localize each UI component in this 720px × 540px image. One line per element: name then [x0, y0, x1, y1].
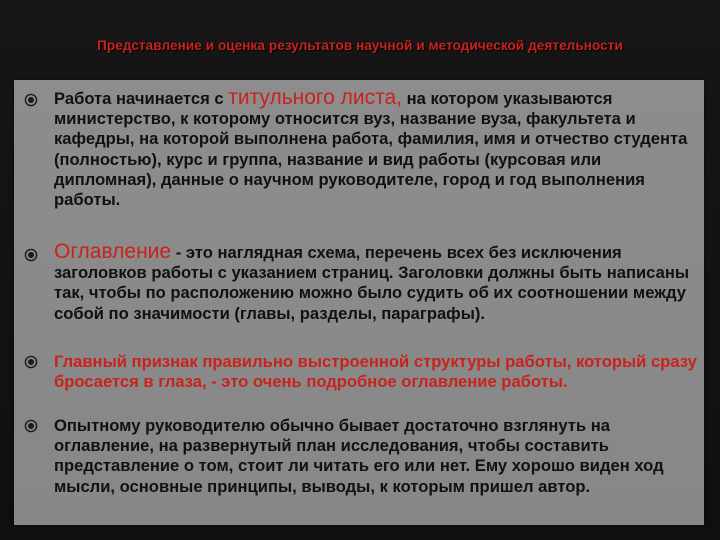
bullet-post: на котором указываются министерство, к которому относится вуз, название вуза, факультета и кафедры, на которой выполнена работа, фамилия, имя и отчество студента (полностью), курс и группа, название и вид работы (курсовая или дипломная), данные о научном руководителе, город и год выполнения работы.	[54, 89, 688, 210]
bullet-text-accent: Главный признак правильно выстроенной структуры работы, который сразу бросается в глаза, - это очень подробное оглавление работы.	[54, 352, 697, 392]
circled-dot-bullet-icon	[24, 355, 38, 369]
circled-dot-bullet-icon	[24, 93, 38, 107]
bullet-text	[54, 88, 699, 210]
bullet-highlight-toc: Оглавление	[54, 240, 172, 263]
circled-dot-bullet-icon	[24, 248, 38, 262]
bullet-pre: Работа начинается с	[54, 89, 229, 108]
bullet-text	[54, 242, 699, 324]
slide-title: Представление и оценка результатов научной и методической деятельности	[97, 38, 623, 53]
bullet-text: Опытному руководителю обычно бывает достаточно взглянуть на оглавление, на развернутый план исследования, чтобы составить представление о том, стоит ли читать его или нет. Ему хорошо виден ход мысли, основные принципы, выводы, к которым пришел автор.	[54, 416, 664, 496]
content-panel	[14, 80, 704, 525]
bullet-post: - это наглядная схема, перечень всех без исключения заголовков работы с указанием страниц. Заголовки должны быть написаны так, чтобы по расположению можно было судить об их соотношении между собой по значимости (главы, разделы, параграфы).	[54, 243, 690, 323]
circled-dot-bullet-icon	[24, 419, 38, 433]
bullet-highlight-title-page: титульного листа,	[228, 86, 403, 109]
